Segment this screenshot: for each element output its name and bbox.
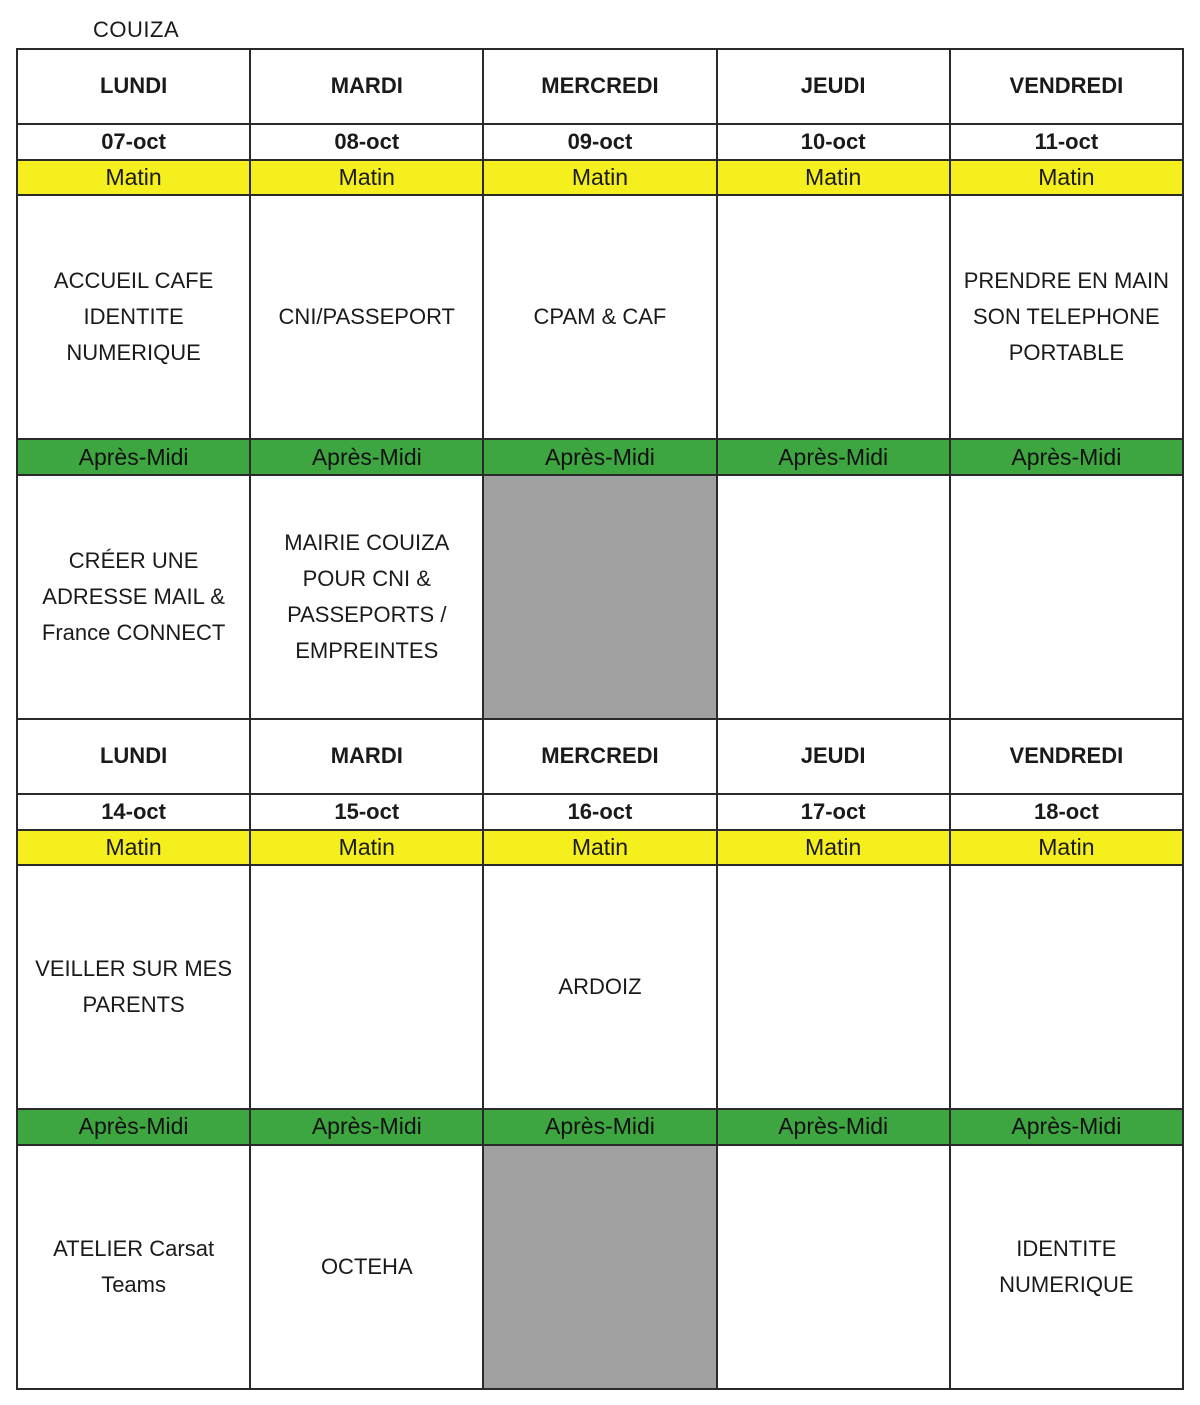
morning-activity-cell [17, 195, 250, 439]
day-name-cell [483, 49, 716, 124]
location-title: COUIZA [93, 17, 180, 42]
week-2-morning-band-row [17, 830, 1183, 865]
closed-slot-cell [483, 1145, 716, 1389]
afternoon-label: Après-Midi [311, 443, 422, 470]
day-date: 14-oct [101, 798, 166, 824]
afternoon-activity: IDENTITE NUMERIQUE [999, 1236, 1134, 1298]
morning-label: Matin [571, 833, 629, 860]
morning-label: Matin [338, 163, 395, 190]
day-date: 18-oct [1033, 798, 1099, 824]
morning-activity: VEILLER SUR MES PARENTS [35, 955, 233, 1017]
morning-label-cell [250, 160, 483, 195]
week-2-day-header-row [17, 719, 1183, 794]
morning-label: Matin [105, 163, 162, 190]
morning-label-cell [250, 830, 483, 865]
afternoon-activity: ATELIER Carsat Teams [53, 1236, 215, 1298]
morning-label-cell [17, 160, 250, 195]
afternoon-label: Après-Midi [778, 443, 889, 470]
closed-slot-cell [483, 475, 716, 719]
morning-label: Matin [571, 163, 629, 190]
morning-label: Matin [105, 833, 162, 860]
morning-activity-cell [950, 865, 1183, 1109]
afternoon-label-cell [717, 439, 950, 475]
morning-label: Matin [1038, 163, 1095, 190]
morning-activity: PRENDRE EN MAIN SON TELEPHONE PORTABLE [963, 267, 1170, 365]
afternoon-label-cell [950, 1109, 1183, 1145]
day-name: MARDI [330, 73, 403, 99]
day-date-cell [950, 124, 1183, 160]
day-date-cell [483, 794, 716, 830]
afternoon-activity-cell [950, 1145, 1183, 1389]
morning-activity-cell [717, 865, 950, 1109]
day-date: 15-oct [334, 798, 400, 824]
day-date: 16-oct [567, 798, 633, 824]
day-name: MERCREDI [541, 743, 659, 769]
week-1-afternoon-activity-row [17, 475, 1183, 719]
morning-label-cell [950, 160, 1183, 195]
week-2-afternoon-activity-row [17, 1145, 1183, 1389]
morning-activity-cell [950, 195, 1183, 439]
afternoon-label: Après-Midi [545, 1113, 655, 1140]
day-name-cell [950, 49, 1183, 124]
afternoon-label-cell [717, 1109, 950, 1145]
afternoon-label-cell [483, 439, 716, 475]
afternoon-activity-cell [717, 475, 950, 719]
week-1-morning-activity-row [17, 195, 1183, 439]
morning-label-cell [17, 830, 250, 865]
day-name: JEUDI [800, 743, 866, 769]
afternoon-label: Après-Midi [78, 1113, 189, 1140]
morning-label: Matin [805, 163, 862, 190]
afternoon-activity: OCTEHA [320, 1254, 413, 1280]
day-date: 17-oct [800, 798, 866, 824]
day-date-cell [483, 124, 716, 160]
afternoon-label-cell [17, 1109, 250, 1145]
morning-label: Matin [1038, 833, 1095, 860]
day-name: LUNDI [99, 743, 168, 769]
day-name: MARDI [330, 743, 403, 769]
day-name-cell [250, 49, 483, 124]
morning-activity: CPAM & CAF [533, 303, 667, 329]
morning-activity: ACCUEIL CAFE IDENTITE NUMERIQUE [53, 267, 214, 365]
day-name-cell [950, 719, 1183, 794]
day-date: 11-oct [1034, 128, 1099, 154]
morning-activity-cell [483, 195, 716, 439]
afternoon-activity-cell [17, 475, 250, 719]
morning-activity-cell [250, 195, 483, 439]
day-name-cell [717, 49, 950, 124]
morning-label: Matin [805, 833, 862, 860]
morning-label-cell [950, 830, 1183, 865]
morning-activity-cell [717, 195, 950, 439]
afternoon-activity-cell [717, 1145, 950, 1389]
morning-activity: CNI/PASSEPORT [278, 303, 455, 329]
morning-activity: ARDOIZ [558, 973, 642, 999]
afternoon-label-cell [950, 439, 1183, 475]
morning-label-cell [483, 830, 716, 865]
day-name-cell [17, 49, 250, 124]
day-name-cell [250, 719, 483, 794]
morning-label-cell [483, 160, 716, 195]
day-date-cell [717, 794, 950, 830]
afternoon-label: Après-Midi [78, 443, 189, 470]
afternoon-label: Après-Midi [1011, 1113, 1122, 1140]
day-name: VENDREDI [1009, 73, 1124, 99]
day-date: 08-oct [334, 128, 400, 154]
week-1-day-header-row [17, 49, 1183, 124]
morning-label: Matin [338, 833, 395, 860]
afternoon-activity-cell [250, 1145, 483, 1389]
day-date-cell [717, 124, 950, 160]
week-2-date-row [17, 794, 1183, 830]
afternoon-activity-cell [950, 475, 1183, 719]
day-date-cell [250, 794, 483, 830]
morning-activity-cell [483, 865, 716, 1109]
afternoon-label-cell [483, 1109, 716, 1145]
afternoon-label-cell [250, 1109, 483, 1145]
afternoon-label-cell [250, 439, 483, 475]
week-1-date-row [17, 124, 1183, 160]
day-name: JEUDI [800, 73, 866, 99]
week-2-morning-activity-row [17, 865, 1183, 1109]
day-date: 07-oct [101, 128, 166, 154]
day-name: LUNDI [99, 73, 168, 99]
afternoon-label: Après-Midi [778, 1113, 889, 1140]
afternoon-activity-cell [17, 1145, 250, 1389]
day-name-cell [17, 719, 250, 794]
afternoon-label: Après-Midi [311, 1113, 422, 1140]
week-1-afternoon-band-row [17, 439, 1183, 475]
morning-activity-cell [17, 865, 250, 1109]
schedule-table [16, 48, 1184, 1390]
morning-label-cell [717, 830, 950, 865]
afternoon-activity: CRÉER UNE ADRESSE MAIL & France CONNECT [41, 548, 226, 646]
day-name-cell [483, 719, 716, 794]
afternoon-activity: MAIRIE COUIZA POUR CNI & PASSEPORTS / EMPREINTES [284, 530, 450, 664]
afternoon-label: Après-Midi [1011, 443, 1122, 470]
day-date: 10-oct [800, 128, 866, 154]
afternoon-label-cell [17, 439, 250, 475]
week-1-morning-band-row [17, 160, 1183, 195]
day-date-cell [17, 124, 250, 160]
day-date-cell [250, 124, 483, 160]
morning-activity-cell [250, 865, 483, 1109]
day-name: VENDREDI [1009, 743, 1124, 769]
day-name-cell [717, 719, 950, 794]
afternoon-activity-cell [250, 475, 483, 719]
day-date: 09-oct [567, 128, 633, 154]
week-2-afternoon-band-row [17, 1109, 1183, 1145]
day-name: MERCREDI [541, 73, 659, 99]
morning-label-cell [717, 160, 950, 195]
afternoon-label: Après-Midi [545, 443, 655, 470]
day-date-cell [17, 794, 250, 830]
day-date-cell [950, 794, 1183, 830]
